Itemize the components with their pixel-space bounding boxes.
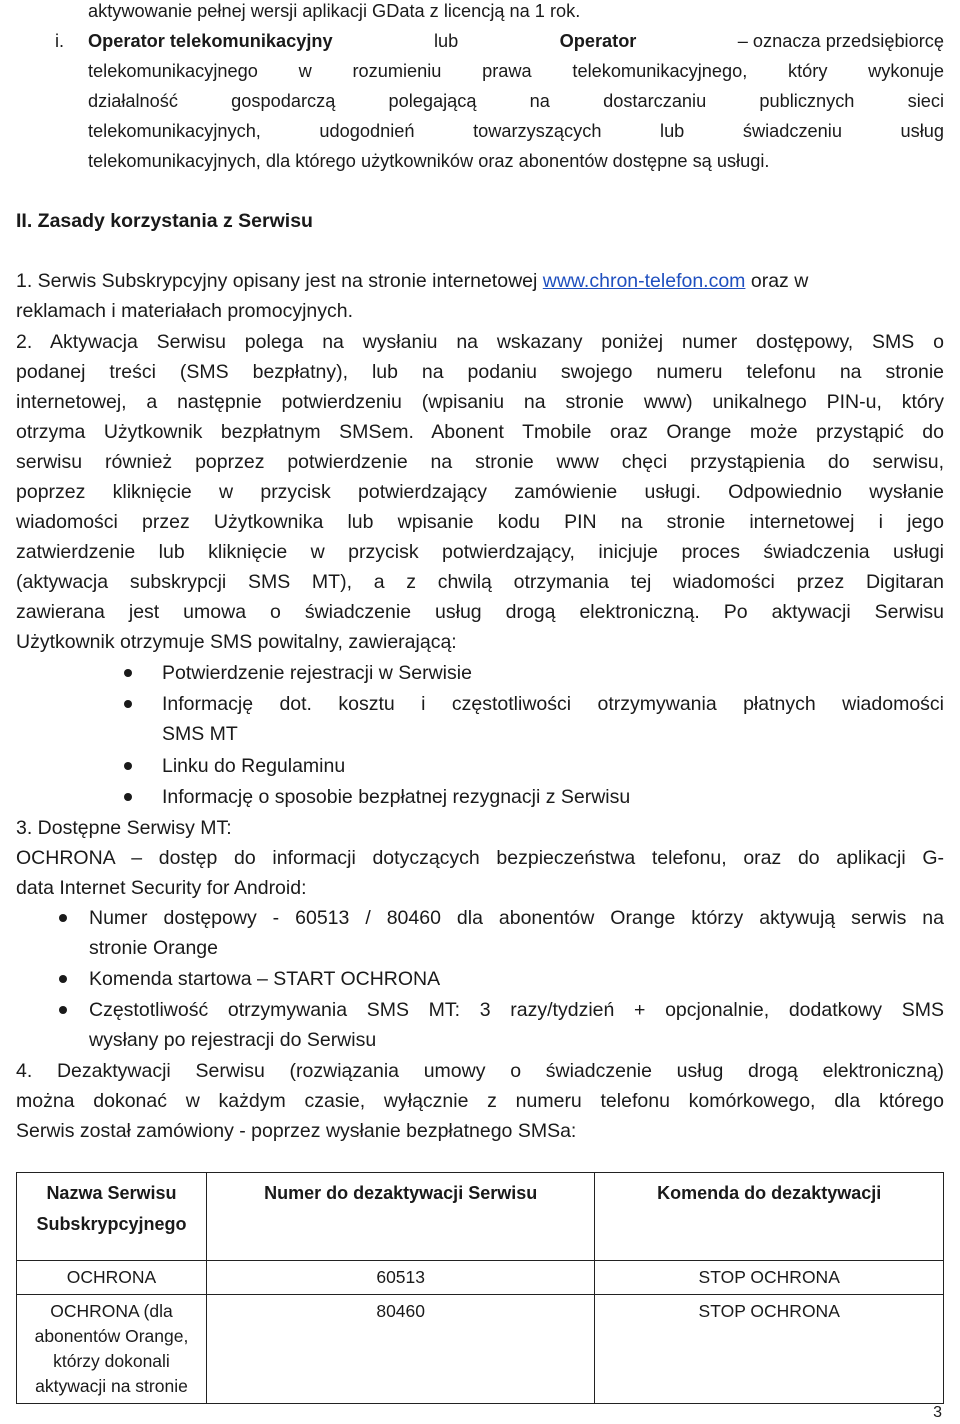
paragraph-2-line: otrzyma Użytkownik bezpłatnym SMSem. Abonent Tmobile oraz Orange może przystąpić do xyxy=(16,421,944,443)
list-item: Numer dostępowy - 60513 / 80460 dla abonentów Orange którzy aktywują serwis na xyxy=(89,907,944,929)
table-cell: OCHRONA (dla abonentów Orange, którzy dokonali aktywacji na stronie xyxy=(17,1295,207,1404)
intro-line: działalność gospodarczą polegającą na dostarczaniu publicznych sieci xyxy=(88,91,944,111)
paragraph-2-line: zatwierdzenie lub kliknięcie w przycisk potwierdzający, inicjuje proces świadczenia usługi xyxy=(16,541,944,563)
table-cell: OCHRONA xyxy=(17,1261,207,1295)
paragraph-2-line: poprzez kliknięcie w przycisk potwierdzający zamówienie usługi. Odpowiednio wysłanie xyxy=(16,481,944,503)
page-number: 3 xyxy=(933,1404,942,1421)
table-header-cell: Komenda do dezaktywacji xyxy=(595,1173,944,1261)
paragraph-2-line: wiadomości przez Użytkownika lub wpisanie kodu PIN na stronie internetowej i jego xyxy=(16,511,944,533)
list-item-continuation: wysłany po rejestracji do Serwisu xyxy=(89,1029,377,1051)
operator-term-2: Operator xyxy=(559,31,637,51)
table-cell: STOP OCHRONA xyxy=(595,1261,944,1295)
list-item: Linku do Regulaminu xyxy=(162,755,346,777)
paragraph-4-line: można dokonać w każdym czasie, wyłącznie z numeru telefonu komórkowego, dla którego xyxy=(16,1090,944,1112)
intro-line: telekomunikacyjnych, udogodnień towarzyszących lub świadczeniu usług xyxy=(88,121,944,141)
table-row xyxy=(17,1295,944,1404)
operator-rest: – oznacza przedsiębiorcę xyxy=(737,31,944,51)
bullet-icon xyxy=(59,1006,67,1014)
list-item: Częstotliwość otrzymywania SMS MT: 3 razy/tydzień + opcjonalnie, dodatkowy SMS xyxy=(89,999,944,1021)
p1-after-link: oraz w xyxy=(750,270,809,292)
bullet-icon xyxy=(124,762,132,770)
table-header-row xyxy=(17,1173,944,1261)
paragraph-2-line: 2. Aktywacja Serwisu polega na wysłaniu na wskazany poniżej numer dostępowy, SMS o xyxy=(16,331,944,353)
paragraph-4-line: Serwis został zamówiony - poprzez wysłanie bezpłatnego SMSa: xyxy=(16,1120,577,1142)
list-item-continuation: stronie Orange xyxy=(89,937,218,959)
bullet-icon xyxy=(124,700,132,708)
table-cell: 80460 xyxy=(206,1295,594,1404)
paragraph-4-line: 4. Dezaktywacji Serwisu (rozwiązania umowy o świadczenie usług drogą elektroniczną) xyxy=(16,1060,944,1082)
list-item-continuation: SMS MT xyxy=(162,723,238,745)
list-item: Informację o sposobie bezpłatnej rezygnacji z Serwisu xyxy=(162,786,631,808)
operator-term-1: Operator telekomunikacyjny xyxy=(88,31,333,51)
p1-text: 1. Serwis Subskrypcyjny opisany jest na stronie internetowej xyxy=(16,270,538,292)
deactivation-table xyxy=(16,1172,944,1404)
paragraph-3-line: OCHRONA – dostęp do informacji dotyczących bezpieczeństwa telefonu, oraz do aplikacji G- xyxy=(16,847,944,869)
bullet-icon xyxy=(124,793,132,801)
bullet-icon xyxy=(124,669,132,677)
paragraph-2-line: (aktywacja subskrypcji SMS MT), a z chwilą otrzymania tej wiadomości przez Digitaran xyxy=(16,571,944,593)
intro-line-1: aktywowanie pełnej wersji aplikacji GData z licencją na 1 rok. xyxy=(88,1,581,21)
website-link[interactable]: www.chron-telefon.com xyxy=(542,270,746,292)
operator-definition-line xyxy=(88,26,944,56)
paragraph-3-heading: 3. Dostępne Serwisy MT: xyxy=(16,817,232,839)
table-header-cell: Nazwa Serwisu Subskrypcyjnego xyxy=(17,1173,207,1261)
list-item: Informację dot. kosztu i częstotliwości otrzymywania płatnych wiadomości xyxy=(162,693,944,715)
bullet-icon xyxy=(59,914,67,922)
table-cell: STOP OCHRONA xyxy=(595,1295,944,1404)
intro-line: telekomunikacyjnych, dla którego użytkowników oraz abonentów dostępne są usługi. xyxy=(88,151,770,171)
table-row xyxy=(17,1261,944,1295)
list-item: Potwierdzenie rejestracji w Serwisie xyxy=(162,662,472,684)
operator-lub: lub xyxy=(433,31,459,51)
paragraph-2-line: podanej treści (SMS bezpłatny), lub na podaniu swojego numeru telefonu na stronie xyxy=(16,361,944,383)
paragraph-2-line: zawierana jest umowa o świadczenie usług drogą elektroniczną. Po aktywacji Serwisu xyxy=(16,601,944,623)
paragraph-2-line: internetowej, a następnie potwierdzeniu (wpisaniu na stronie www) unikalnego PIN-u, który xyxy=(16,391,944,413)
bullet-icon xyxy=(59,975,67,983)
paragraph-2-line: Użytkownik otrzymuje SMS powitalny, zawierającą: xyxy=(16,631,457,653)
paragraph-3-line: data Internet Security for Android: xyxy=(16,877,307,899)
paragraph-1-line-2: reklamach i materiałach promocyjnych. xyxy=(16,300,354,322)
list-item: Komenda startowa – START OCHRONA xyxy=(89,968,441,990)
intro-line: telekomunikacyjnego w rozumieniu prawa telekomunikacyjnego, który wykonuje xyxy=(88,61,944,81)
list-marker-i: i. xyxy=(55,31,65,51)
paragraph-1-line-1 xyxy=(16,266,944,296)
section-heading: II. Zasady korzystania z Serwisu xyxy=(16,210,313,232)
table-cell: 60513 xyxy=(206,1261,594,1295)
table-header-cell: Numer do dezaktywacji Serwisu xyxy=(206,1173,594,1261)
paragraph-2-line: serwisu również poprzez potwierdzenie na stronie www chęci przystąpienia do serwisu, xyxy=(16,451,944,473)
